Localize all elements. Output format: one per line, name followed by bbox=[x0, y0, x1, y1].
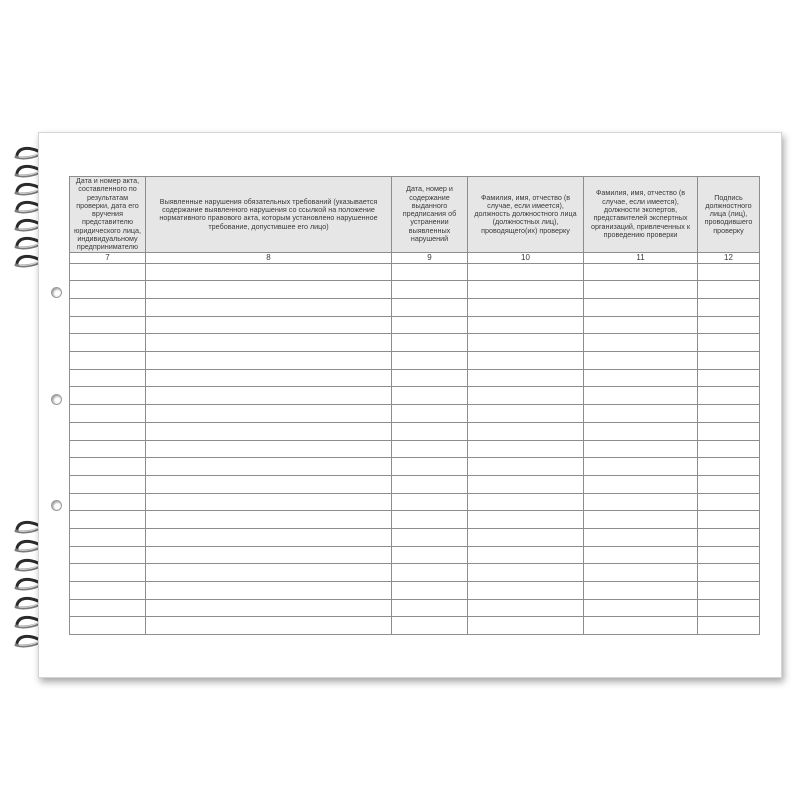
table-cell bbox=[698, 546, 760, 564]
table-cell bbox=[146, 528, 392, 546]
column-number: 12 bbox=[698, 252, 760, 263]
table-cell bbox=[146, 352, 392, 370]
table-cell bbox=[468, 440, 584, 458]
table-body bbox=[70, 263, 760, 634]
table-cell bbox=[698, 263, 760, 281]
table-cell bbox=[146, 334, 392, 352]
table-cell bbox=[698, 440, 760, 458]
table-cell bbox=[70, 546, 146, 564]
table-cell bbox=[392, 564, 468, 582]
table-cell bbox=[698, 387, 760, 405]
table-cell bbox=[468, 582, 584, 600]
table-cell bbox=[468, 599, 584, 617]
column-header-order: Дата, номер и содержание выданного предписания об устранении выявленных нарушений bbox=[392, 177, 468, 253]
table-cell bbox=[146, 564, 392, 582]
table-row bbox=[70, 299, 760, 317]
table-cell bbox=[146, 546, 392, 564]
column-number: 9 bbox=[392, 252, 468, 263]
table-row bbox=[70, 334, 760, 352]
table-cell bbox=[70, 458, 146, 476]
table-cell bbox=[468, 528, 584, 546]
table-row bbox=[70, 546, 760, 564]
header-row bbox=[70, 177, 760, 253]
table-cell bbox=[146, 387, 392, 405]
table-cell bbox=[392, 528, 468, 546]
table-cell bbox=[698, 493, 760, 511]
table-cell bbox=[584, 440, 698, 458]
table-cell bbox=[392, 387, 468, 405]
table-cell bbox=[70, 475, 146, 493]
table-cell bbox=[70, 511, 146, 529]
table-cell bbox=[146, 599, 392, 617]
table-cell bbox=[70, 334, 146, 352]
table-row bbox=[70, 422, 760, 440]
table-cell bbox=[392, 493, 468, 511]
table-cell bbox=[392, 352, 468, 370]
table-cell bbox=[468, 564, 584, 582]
table-cell bbox=[468, 458, 584, 476]
notebook-page bbox=[38, 132, 782, 678]
table-cell bbox=[698, 316, 760, 334]
punch-hole-bottom bbox=[51, 500, 62, 511]
table-cell bbox=[468, 422, 584, 440]
table-cell bbox=[146, 422, 392, 440]
table-cell bbox=[146, 369, 392, 387]
table-row bbox=[70, 564, 760, 582]
table-cell bbox=[146, 263, 392, 281]
table-cell bbox=[468, 316, 584, 334]
table-cell bbox=[584, 422, 698, 440]
table-cell bbox=[146, 281, 392, 299]
table-cell bbox=[698, 369, 760, 387]
column-number: 10 bbox=[468, 252, 584, 263]
column-header-violations: Выявленные нарушения обязательных требований (указывается содержание выявленного нарушения со ссылкой на положение нормативного правового акта, которым установлено нарушенное требование, допустившее его лицо) bbox=[146, 177, 392, 253]
table-cell bbox=[146, 405, 392, 423]
table-cell bbox=[146, 493, 392, 511]
table-cell bbox=[584, 263, 698, 281]
table-cell bbox=[392, 281, 468, 299]
table-cell bbox=[146, 511, 392, 529]
table-cell bbox=[392, 299, 468, 317]
column-number: 8 bbox=[146, 252, 392, 263]
table-cell bbox=[584, 564, 698, 582]
table-cell bbox=[146, 582, 392, 600]
table-cell bbox=[392, 546, 468, 564]
table-cell bbox=[392, 369, 468, 387]
table-row bbox=[70, 475, 760, 493]
column-number: 11 bbox=[584, 252, 698, 263]
table-row bbox=[70, 316, 760, 334]
table-cell bbox=[70, 369, 146, 387]
table-cell bbox=[392, 405, 468, 423]
punch-hole-top bbox=[51, 287, 62, 298]
table-cell bbox=[698, 299, 760, 317]
table-cell bbox=[468, 352, 584, 370]
table-cell bbox=[468, 405, 584, 423]
table-cell bbox=[392, 334, 468, 352]
table-row bbox=[70, 528, 760, 546]
table-row bbox=[70, 405, 760, 423]
table-cell bbox=[146, 299, 392, 317]
table-cell bbox=[468, 546, 584, 564]
table-row bbox=[70, 263, 760, 281]
column-header-act-date: Дата и номер акта, составленного по результатам проверки, дата его вручения представителю юридического лица, индивидуальному предпринимателю bbox=[70, 177, 146, 253]
table-cell bbox=[70, 387, 146, 405]
table-cell bbox=[698, 511, 760, 529]
table-cell bbox=[468, 493, 584, 511]
table-cell bbox=[392, 263, 468, 281]
table-cell bbox=[70, 299, 146, 317]
table-cell bbox=[392, 582, 468, 600]
table-cell bbox=[468, 334, 584, 352]
table-cell bbox=[70, 493, 146, 511]
table-cell bbox=[70, 405, 146, 423]
table-cell bbox=[468, 299, 584, 317]
table-cell bbox=[584, 299, 698, 317]
table-cell bbox=[584, 617, 698, 635]
table-cell bbox=[584, 599, 698, 617]
table-cell bbox=[584, 281, 698, 299]
table-cell bbox=[698, 617, 760, 635]
table-cell bbox=[70, 528, 146, 546]
table-row bbox=[70, 387, 760, 405]
table-cell bbox=[698, 281, 760, 299]
table-cell bbox=[468, 281, 584, 299]
table-cell bbox=[392, 617, 468, 635]
table-cell bbox=[584, 405, 698, 423]
table-cell bbox=[698, 405, 760, 423]
table-row bbox=[70, 617, 760, 635]
table-cell bbox=[584, 369, 698, 387]
table-cell bbox=[392, 458, 468, 476]
punch-hole-middle bbox=[51, 394, 62, 405]
table-cell bbox=[698, 528, 760, 546]
table-cell bbox=[584, 493, 698, 511]
table-cell bbox=[468, 369, 584, 387]
table-cell bbox=[584, 352, 698, 370]
table-cell bbox=[584, 316, 698, 334]
table-cell bbox=[70, 422, 146, 440]
table-cell bbox=[70, 316, 146, 334]
table-cell bbox=[584, 546, 698, 564]
column-number: 7 bbox=[70, 252, 146, 263]
table-cell bbox=[392, 511, 468, 529]
table-cell bbox=[70, 582, 146, 600]
table-cell bbox=[392, 475, 468, 493]
table-cell bbox=[468, 617, 584, 635]
column-header-signature: Подпись должностного лица (лиц), проводившего проверку bbox=[698, 177, 760, 253]
table-cell bbox=[698, 352, 760, 370]
table-cell bbox=[70, 263, 146, 281]
table-cell bbox=[584, 458, 698, 476]
table-cell bbox=[698, 582, 760, 600]
table-cell bbox=[146, 617, 392, 635]
table-cell bbox=[146, 475, 392, 493]
table-cell bbox=[584, 387, 698, 405]
table-cell bbox=[392, 316, 468, 334]
table-cell bbox=[70, 440, 146, 458]
table-row bbox=[70, 493, 760, 511]
table-cell bbox=[70, 352, 146, 370]
table-cell bbox=[468, 263, 584, 281]
table-row bbox=[70, 281, 760, 299]
table-cell bbox=[468, 511, 584, 529]
table-row bbox=[70, 599, 760, 617]
table-cell bbox=[146, 316, 392, 334]
table-cell bbox=[584, 475, 698, 493]
table-row bbox=[70, 458, 760, 476]
table-cell bbox=[698, 422, 760, 440]
column-header-experts: Фамилия, имя, отчество (в случае, если имеется), должности экспертов, представителей экспертных организаций, привлеченных к проведению проверки bbox=[584, 177, 698, 253]
table-cell bbox=[698, 458, 760, 476]
table-cell bbox=[146, 440, 392, 458]
table-cell bbox=[70, 617, 146, 635]
table-cell bbox=[70, 281, 146, 299]
table-cell bbox=[698, 599, 760, 617]
table-row bbox=[70, 511, 760, 529]
table-cell bbox=[70, 599, 146, 617]
table-cell bbox=[698, 475, 760, 493]
column-number-row bbox=[70, 252, 760, 263]
table-cell bbox=[698, 564, 760, 582]
column-header-inspector: Фамилия, имя, отчество (в случае, если имеется), должность должностного лица (должностных лиц), проводящего(их) проверку bbox=[468, 177, 584, 253]
table-cell bbox=[392, 440, 468, 458]
table-cell bbox=[468, 387, 584, 405]
table-cell bbox=[698, 334, 760, 352]
table-cell bbox=[584, 582, 698, 600]
table-row bbox=[70, 582, 760, 600]
table-row bbox=[70, 440, 760, 458]
table-row bbox=[70, 369, 760, 387]
table-row bbox=[70, 352, 760, 370]
table-cell bbox=[584, 334, 698, 352]
table-cell bbox=[70, 564, 146, 582]
inspection-log-table bbox=[69, 176, 760, 635]
table-cell bbox=[584, 511, 698, 529]
table-cell bbox=[468, 475, 584, 493]
table-cell bbox=[392, 599, 468, 617]
table-cell bbox=[584, 528, 698, 546]
table-cell bbox=[392, 422, 468, 440]
table-cell bbox=[146, 458, 392, 476]
